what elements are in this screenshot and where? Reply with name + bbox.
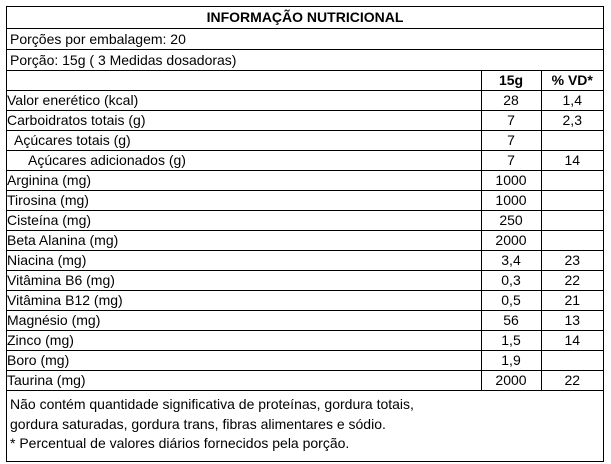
nutrient-name: Taurina (mg) [7,371,481,391]
nutrient-daily-value: 21 [541,291,603,311]
nutrient-daily-value: 22 [541,271,603,291]
nutrient-daily-value: 14 [541,151,603,171]
nutrient-name: Tirosina (mg) [7,191,481,211]
nutrient-name: Açúcares adicionados (g) [7,151,481,171]
nutrient-name: Beta Alanina (mg) [7,231,481,251]
table-header-row [7,71,603,91]
table-row [7,231,603,251]
nutrient-name: Vitâmina B6 (mg) [7,271,481,291]
nutrient-table [7,71,603,390]
nutrition-facts-panel [6,6,604,462]
nutrient-amount: 28 [481,91,541,111]
nutrient-daily-value [541,171,603,191]
nutrient-name: Arginina (mg) [7,171,481,191]
servings-per-package: Porções por embalagem: 20 [7,29,603,50]
portion-size: Porção: 15g ( 3 Medidas dosadoras) [7,50,603,71]
nutrient-daily-value [541,191,603,211]
table-row [7,111,603,131]
table-row [7,271,603,291]
nutrient-name: Boro (mg) [7,351,481,371]
nutrient-daily-value: 14 [541,331,603,351]
nutrient-amount: 7 [481,111,541,131]
column-header-vd: % VD* [541,71,603,91]
footnote-daily-values: * Percentual de valores diários fornecidos pela porção. [10,435,350,451]
table-row [7,291,603,311]
nutrient-amount: 7 [481,151,541,171]
table-row [7,171,603,191]
table-row [7,211,603,231]
nutrient-amount: 56 [481,311,541,331]
table-row [7,131,603,151]
nutrient-name: Zinco (mg) [7,331,481,351]
table-row [7,331,603,351]
footnote-not-significant-2: gordura saturadas, gordura trans, fibras alimentares e sódio. [10,415,386,432]
nutrient-name: Carboidratos totais (g) [7,111,481,131]
table-row [7,151,603,171]
nutrient-amount: 2000 [481,371,541,391]
nutrient-daily-value [541,131,603,151]
nutrient-daily-value: 2,3 [541,111,603,131]
nutrient-daily-value [541,211,603,231]
nutrient-name: Vitâmina B12 (mg) [7,291,481,311]
nutrient-amount: 250 [481,211,541,231]
nutrient-table-body [7,71,603,390]
nutrient-name: Valor enerético (kcal) [7,91,481,111]
nutrient-name: Magnésio (mg) [7,311,481,331]
nutrient-amount: 1,5 [481,331,541,351]
nutrient-amount: 2000 [481,231,541,251]
nutrient-amount: 0,3 [481,271,541,291]
nutrient-name: Niacina (mg) [7,251,481,271]
nutrient-amount: 0,5 [481,291,541,311]
table-row [7,251,603,271]
footnote-block [7,390,603,454]
nutrient-daily-value [541,231,603,251]
table-row [7,351,603,371]
nutrient-amount: 1000 [481,191,541,211]
panel-title: INFORMAÇÃO NUTRICIONAL [7,7,603,29]
nutrient-daily-value: 13 [541,311,603,331]
nutrient-amount: 7 [481,131,541,151]
nutrient-name: Açúcares totais (g) [7,131,481,151]
nutrient-name: Cisteína (mg) [7,211,481,231]
nutrient-amount: 3,4 [481,251,541,271]
table-row [7,371,603,391]
nutrient-daily-value: 1,4 [541,91,603,111]
table-row [7,91,603,111]
table-row [7,311,603,331]
nutrient-daily-value: 23 [541,251,603,271]
footnote-not-significant-1: Não contém quantidade significativa de proteínas, gordura totais, [10,396,414,412]
column-header-amount: 15g [481,71,541,91]
nutrient-daily-value [541,351,603,371]
nutrient-amount: 1,9 [481,351,541,371]
header-blank-cell [7,71,481,91]
nutrient-daily-value: 22 [541,371,603,391]
nutrient-amount: 1000 [481,171,541,191]
table-row [7,191,603,211]
